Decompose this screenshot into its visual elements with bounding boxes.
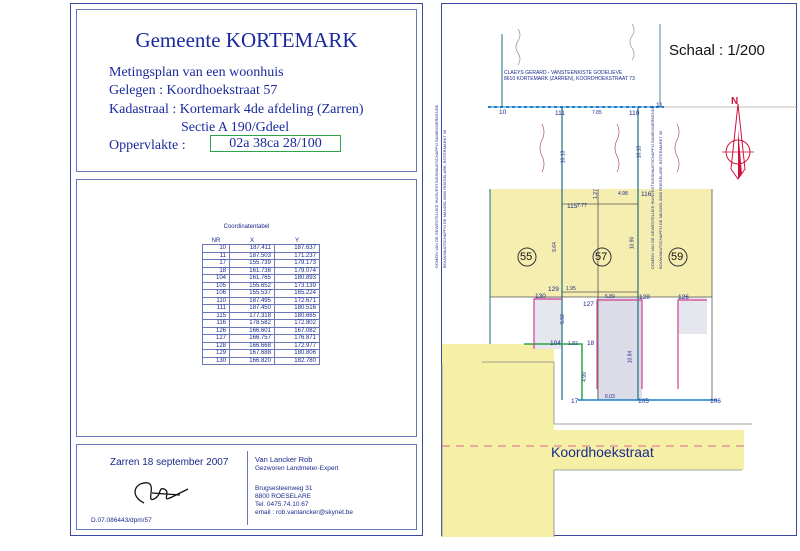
coord-cell: 180.893: [275, 275, 320, 283]
coord-table-caption: Coordinatentabel: [223, 224, 270, 230]
coord-cell: 104: [203, 275, 230, 283]
coord-cell: 130: [203, 357, 230, 365]
distance-label: 7.85: [592, 110, 602, 116]
scale-label: Schaal : 1/200: [669, 42, 765, 59]
coord-cell: 161.765: [230, 275, 275, 283]
coord-cell: 180.806: [275, 350, 320, 358]
north-arrow-icon: [722, 104, 754, 179]
coord-cell: 129: [203, 350, 230, 358]
point-label: 129: [548, 286, 559, 293]
coordinate-panel: [76, 179, 417, 437]
coord-row: [203, 297, 320, 305]
surveyor-street: Brugsesteenweg 31: [255, 485, 313, 492]
coord-row: [203, 267, 320, 275]
coord-cell: 128: [203, 342, 230, 350]
col-header: Y: [294, 237, 299, 244]
distance-label: 1.27: [592, 189, 599, 199]
point-label: 128: [639, 294, 650, 301]
distance-label: 9.64: [551, 242, 558, 252]
coord-cell: 180.665: [275, 312, 320, 320]
coord-row: [203, 275, 320, 283]
coord-cell: 173.139: [275, 282, 320, 290]
coord-cell: 17: [203, 260, 230, 268]
point-label: 105: [638, 398, 649, 405]
coord-cell: 166.820: [230, 357, 275, 365]
coord-cell: 167.688: [230, 350, 275, 358]
coord-row: [203, 320, 320, 328]
coord-cell: 11: [203, 252, 230, 260]
point-label: 110: [629, 110, 640, 117]
coord-row: [203, 312, 320, 320]
coord-cell: 187.450: [230, 305, 275, 313]
point-label: 106: [710, 398, 721, 405]
coord-row: [203, 342, 320, 350]
coord-row: [203, 260, 320, 268]
house-number: 59: [671, 251, 684, 263]
coord-row: [203, 350, 320, 358]
plan-type: Metingsplan van een woonhuis: [109, 65, 284, 80]
point-label: 104: [550, 340, 561, 347]
distance-label: 10.13: [560, 150, 567, 164]
coord-cell: 182.780: [275, 357, 320, 365]
point-label: 17: [571, 398, 579, 405]
municipality-title: Gemeente KORTEMARK: [135, 28, 358, 52]
distance-label: 10.13: [636, 145, 643, 159]
coord-row: [203, 245, 320, 253]
distance-label: 6.03: [605, 394, 615, 400]
coord-cell: 171.237: [275, 252, 320, 260]
reference-number: D.07.086443/dpm/57: [91, 517, 152, 524]
signature: [122, 473, 192, 511]
coord-row: [203, 282, 320, 290]
distance-label: 10.90: [629, 236, 636, 250]
street-name: Koordhoekstraat: [551, 444, 654, 460]
coord-cell: 165.224: [275, 290, 320, 298]
house-block: [490, 189, 712, 297]
coord-cell: 187.503: [230, 252, 275, 260]
section-line: Sectie A 190/Gdeel: [181, 120, 290, 135]
coord-cell: 180.516: [275, 305, 320, 313]
road-area: [442, 344, 554, 537]
surveyor-title: Gezworen Landmeter-Expert: [255, 465, 339, 472]
surveyor-name: Van Lancker Rob: [255, 455, 313, 464]
coord-cell: 115: [203, 312, 230, 320]
coord-row: [203, 327, 320, 335]
distance-label: 5.92: [559, 314, 566, 324]
plan-date: Zarren 18 september 2007: [110, 457, 229, 468]
title-panel: [76, 9, 417, 172]
north-label: N: [731, 96, 739, 107]
coord-cell: 110: [203, 297, 230, 305]
coord-cell: 155.652: [230, 282, 275, 290]
title-sheet: [70, 3, 423, 536]
parcel-grey: [597, 297, 642, 400]
coord-cell: 187.495: [230, 297, 275, 305]
area-label: Oppervlakte :: [109, 138, 186, 153]
coord-cell: 18: [203, 267, 230, 275]
coord-cell: 106: [203, 290, 230, 298]
house-number: 55: [520, 251, 533, 263]
coord-cell: 179.173: [275, 260, 320, 268]
coord-cell: 105: [203, 282, 230, 290]
coord-cell: 166.601: [230, 327, 275, 335]
distance-label: 4.99: [581, 372, 588, 382]
surveyor-tel: Tel. 0475.74.10.67: [255, 501, 309, 508]
cadastre-line: Kadastraal : Kortemark 4de afdeling (Zarren): [109, 102, 364, 117]
coord-cell: 178.582: [230, 320, 275, 328]
coord-cell: 111: [203, 305, 230, 313]
coord-cell: 179.074: [275, 267, 320, 275]
coord-row: [203, 290, 320, 298]
owner-right-2: BOUWMAATSCHAPPIJ DE MANDEL 8800 ROESELARE, BOTERMARKT 30: [658, 130, 663, 269]
coord-row: [203, 357, 320, 365]
point-label: 115: [567, 203, 578, 210]
distance-label: 5.89: [605, 294, 615, 300]
coord-cell: 172.671: [275, 297, 320, 305]
coord-cell: 166.668: [230, 342, 275, 350]
distance-label: 1.82: [568, 341, 578, 347]
distance-label: 7.77: [577, 203, 587, 209]
coord-cell: 116: [203, 320, 230, 328]
divider: [247, 451, 248, 525]
signature-panel: [76, 444, 417, 530]
coord-cell: 10: [203, 245, 230, 253]
distance-label: 4.98: [618, 191, 628, 197]
point-label: 10: [499, 109, 507, 116]
house-number: 57: [595, 251, 608, 263]
point-label: 116: [641, 191, 652, 198]
owner-top: CLAEYS GERARD - VANSTEENKISTE GODELIEVE: [504, 70, 623, 76]
distance-label: 10.94: [627, 350, 634, 364]
col-header: X: [249, 237, 254, 244]
owner-left-2: BOUWMAATSCHAPPIJ DE MANDEL 8800 ROESELARE, BOTERMARKT 30: [442, 129, 447, 268]
coord-row: [203, 335, 320, 343]
coord-cell: 167.082: [275, 327, 320, 335]
coord-cell: 177.318: [230, 312, 275, 320]
owner-top-address: 8610 KORTEMARK (ZARREN), KOORDHOEKSTRAAT 73: [504, 76, 635, 82]
coord-cell: 187.637: [275, 245, 320, 253]
location-line: Gelegen : Koordhoekstraat 57: [109, 83, 278, 98]
coord-cell: 155.739: [230, 260, 275, 268]
owner-left: DOMEIN VAN DE GEWESTELIJKE HUISVESTINGSMAATSCHAPPIJ SAMENWERKENDE: [434, 104, 439, 268]
coord-cell: 166.757: [230, 335, 275, 343]
coord-row: [203, 305, 320, 313]
coord-cell: 172.977: [275, 342, 320, 350]
point-label: 130: [535, 293, 546, 300]
coord-cell: 172.802: [275, 320, 320, 328]
point-label: 18: [587, 340, 595, 347]
coord-row: [203, 252, 320, 260]
point-label: 127: [583, 301, 594, 308]
owner-right: DOMEIN VAN DE GEWESTELIJKE HUISVESTINGSMAATSCHAPPIJ SAMENWERKENDE: [650, 105, 655, 269]
coord-cell: 126: [203, 327, 230, 335]
distance-label: 1.95: [566, 286, 576, 292]
coord-cell: 161.738: [230, 267, 275, 275]
plan-sheet: [434, 3, 797, 536]
coord-cell: 127: [203, 335, 230, 343]
coord-cell: 155.537: [230, 290, 275, 298]
point-label: 11: [656, 102, 663, 109]
coordinate-table: [202, 237, 320, 365]
coord-cell: 187.411: [230, 245, 275, 253]
area-value: 02a 38ca 28/100: [210, 135, 341, 152]
surveyor-city: 8800 ROESELARE: [255, 493, 312, 500]
coord-cell: 176.871: [275, 335, 320, 343]
col-header: NR: [211, 237, 221, 244]
surveyor-email: email : rob.vanlancker@skynet.be: [255, 509, 354, 516]
point-label: 126: [678, 294, 689, 301]
point-label: 111: [555, 110, 565, 117]
